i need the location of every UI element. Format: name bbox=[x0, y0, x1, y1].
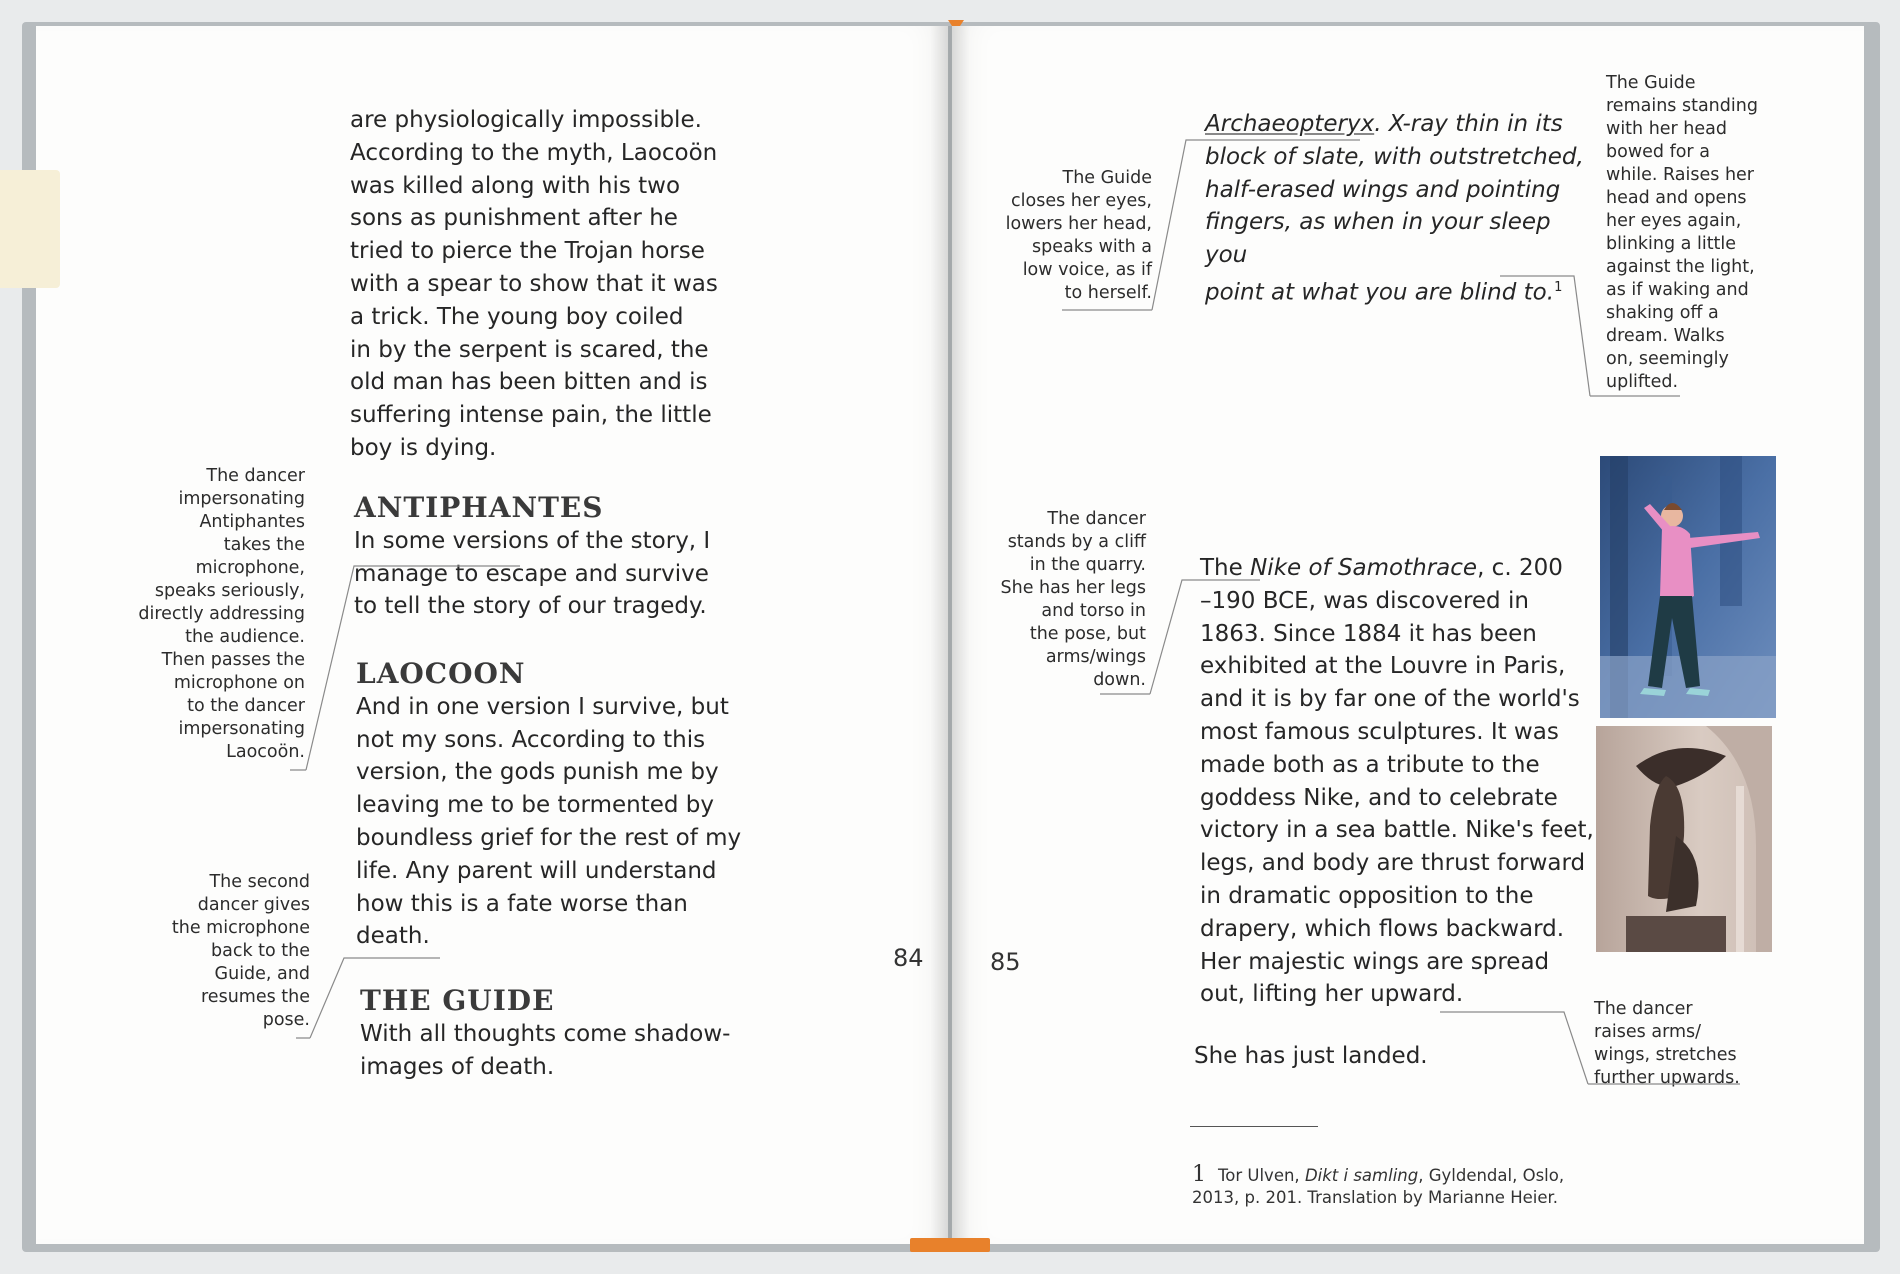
footnote bbox=[1192, 1142, 1592, 1209]
speaker-text: With all thoughts come shadow- images of death. bbox=[360, 1020, 731, 1080]
footnote-number: 1 bbox=[1192, 1162, 1206, 1187]
spine-gutter bbox=[930, 26, 970, 1244]
nike-description bbox=[1200, 552, 1595, 1011]
speaker-text: And in one version I survive, but not my sons. According to this version, the gods punish me by leaving me to be tormented by boundless grief for the rest of my life. Any parent will understand how this is a fate worse than death. bbox=[356, 693, 742, 950]
stage-note-second-dancer: The second dancer gives the microphone back to the Guide, and resumes the pose. bbox=[171, 872, 310, 1030]
section-the-guide bbox=[360, 985, 760, 1083]
stage-note-dancer-cliff: The dancer stands by a cliff in the quarry. She has her legs and torso in the pose, but arms/wings down. bbox=[1000, 509, 1146, 690]
speaker-heading: LAOCOON bbox=[356, 657, 526, 690]
left-intro-text bbox=[350, 104, 730, 465]
page-number-right: 85 bbox=[990, 948, 1021, 976]
quote-text: . X-ray thin in its block of slate, with outstretched, half-erased wings and pointing fingers, as when in your sleep you point at what you are blind to. bbox=[1205, 111, 1584, 306]
stage-note-guide-closes-eyes: The Guide closes her eyes, lowers her head, speaks with a low voice, as if to herself. bbox=[1005, 168, 1152, 303]
stage-note-dancer-raises: The dancer raises arms/ wings, stretches further upwards. bbox=[1594, 999, 1740, 1088]
section-laocoon bbox=[356, 658, 756, 953]
speaker-heading: THE GUIDE bbox=[360, 984, 555, 1017]
speaker-heading: ANTIPHANTES bbox=[354, 491, 604, 524]
page-number-left: 84 bbox=[893, 944, 924, 972]
section-antiphantes bbox=[354, 492, 754, 623]
footnote-rule bbox=[1190, 1126, 1318, 1127]
photo-nike-of-samothrace bbox=[1596, 726, 1772, 952]
footnote-text-rest: , Gyldendal, Oslo, 2013, p. 201. Translation by Marianne Heier. bbox=[1192, 1166, 1565, 1207]
dancer-photo-illustration bbox=[1600, 456, 1776, 718]
paper-bookmark bbox=[0, 170, 60, 288]
quote-title: Archaeopteryx bbox=[1205, 111, 1375, 137]
photo-dancer-quarry bbox=[1600, 456, 1776, 718]
speaker-text: In some versions of the story, I manage to escape and survive to tell the story of our tragedy. bbox=[354, 527, 711, 620]
archaeopteryx-quote bbox=[1205, 108, 1595, 309]
landed-line bbox=[1194, 1040, 1494, 1073]
stage-note-antiphantes: The dancer impersonating Antiphantes takes the microphone, speaks seriously, directly addressing the audience. Then passes the microphone on to the dancer impersonating Laocoön. bbox=[138, 466, 305, 762]
stage-note-guide-remains: The Guide remains standing with her head bowed for a while. Raises her head and opens her eyes again, blinking a little against the light, as if waking and shaking off a dream. Walks on, seemingly uplifted. bbox=[1606, 73, 1758, 392]
intro-paragraph: are physiologically impossible. According to the myth, Laocoön was killed along with his two sons as punishment after he tried to pierce the Trojan horse with a spear to show that it was a trick. The young boy coiled in by the serpent is scared, the old man has been bitten and is suffering intense pain, the little boy is dying. bbox=[350, 107, 718, 461]
nike-title: Nike of Samothrace bbox=[1250, 555, 1478, 581]
footnote-text-start: Tor Ulven, bbox=[1218, 1166, 1305, 1185]
footnote-title: Dikt i samling bbox=[1304, 1166, 1419, 1185]
nike-text-start: The bbox=[1200, 555, 1251, 581]
landed-text: She has just landed. bbox=[1194, 1043, 1428, 1069]
footnote-marker: 1 bbox=[1554, 279, 1563, 295]
nike-text-rest: , c. 200 –190 BCE, was discovered in 1863. Since 1884 it has been exhibited at the Louvre in Paris, and it is by far one of the world's most famous sculptures. It was made both as a tribute to the goddess Nike, and to celebrate victory in a sea battle. Nike's feet, legs, and body are thrust forward in dramatic opposition to the drapery, which flows backward. Her majestic wings are spread out, lifting her upward. bbox=[1200, 555, 1594, 1008]
headband bbox=[910, 1238, 990, 1252]
nike-photo-illustration bbox=[1596, 726, 1772, 952]
